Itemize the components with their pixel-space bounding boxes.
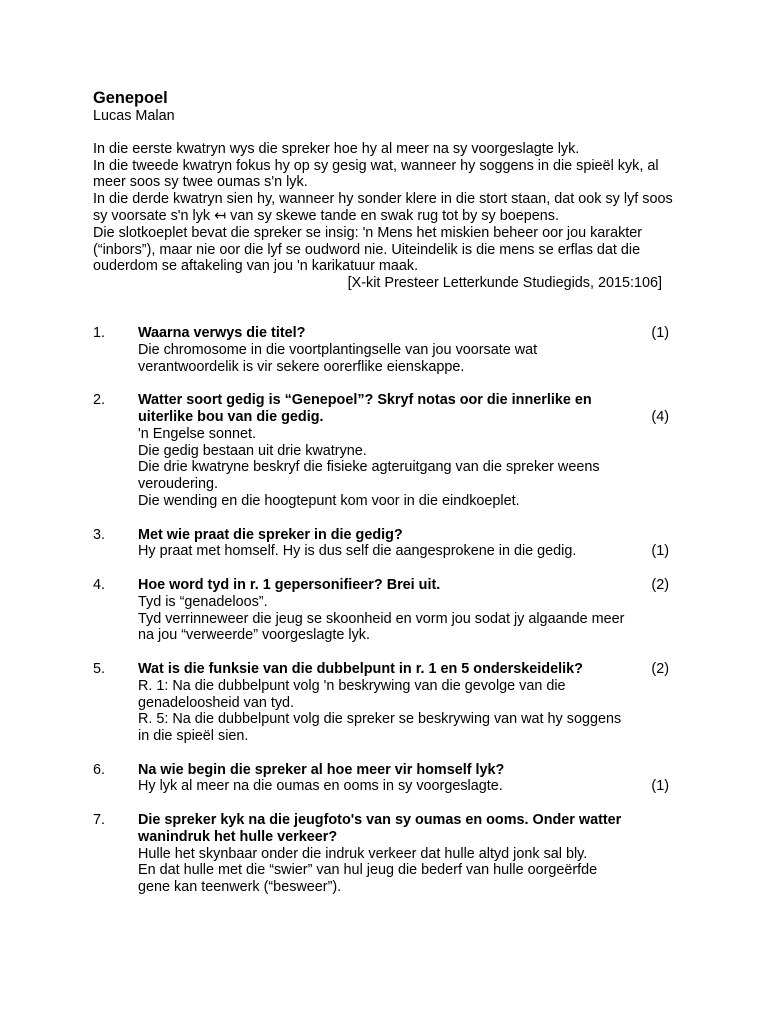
question-text: Na wie begin die spreker al hoe meer vir homself lyk?	[138, 761, 505, 778]
question-item	[93, 812, 675, 896]
intro-section	[93, 141, 675, 292]
question-number: 7.	[93, 812, 106, 829]
question-text: Met wie praat die spreker in die gedig?	[138, 526, 403, 543]
answer-line: Die drie kwatryne beskryf die fisieke agteruitgang van die spreker weens veroudering.	[138, 459, 600, 493]
answer-line: Tyd verrinneweer die jeug se skoonheid en vorm jou sodat jy algaande meer na jou “verweerde” voorgeslagte lyk.	[138, 610, 625, 644]
answer-line: R. 1: Na die dubbelpunt volg 'n beskrywing van die gevolge van die genadeloosheid van tyd.	[138, 677, 566, 711]
question-marks: (4)	[651, 408, 669, 425]
answer-line: En dat hulle met die “swier” van hul jeug die bederf van hulle oorgeërfde gene kan teenwerk (“besweer”).	[138, 862, 598, 896]
question-item	[93, 577, 675, 644]
question-item	[93, 527, 675, 561]
question-text: Hoe word tyd in r. 1 gepersonifieer? Brei uit.	[138, 576, 441, 593]
question-item	[93, 762, 675, 796]
question-number: 6.	[93, 761, 106, 778]
answer-line: Hy lyk al meer na die oumas en ooms in sy voorgeslagte.	[138, 778, 503, 795]
question-text: Waarna verwys die titel?	[138, 324, 306, 341]
question-marks: (2)	[651, 660, 669, 677]
question-marks: (1)	[651, 778, 669, 795]
document-author: Lucas Malan	[93, 108, 175, 124]
intro-paragraph: In die derde kwatryn sien hy, wanneer hy sonder klere in die stort staan, dat ook sy lyf soos sy voorsate s'n lyk ↤ van sy skewe tande en swak rug tot by sy boepens.	[93, 191, 673, 224]
question-marks: (1)	[651, 543, 669, 560]
question-number: 4.	[93, 576, 106, 593]
answer-line: R. 5: Na die dubbelpunt volg die spreker se beskrywing van wat hy soggens in die spieël sien.	[138, 711, 622, 745]
intro-paragraph: In die eerste kwatryn wys die spreker hoe hy al meer na sy voorgeslagte lyk.	[93, 140, 580, 157]
question-number: 5.	[93, 660, 106, 677]
question-number: 3.	[93, 526, 106, 543]
question-text: Watter soort gedig is “Genepoel”? Skryf notas oor die innerlike en uiterlike bou van die gedig.	[138, 392, 592, 425]
intro-paragraph: Die slotkoeplet bevat die spreker se insig: 'n Mens het miskien beheer oor jou karakter (“inbors”), maar nie oor die lyf se oudword nie. Uiteindelik is die mens se erflas dat die ouderdom se aftakeling van jou 'n karikatuur maak.	[93, 224, 643, 275]
question-number: 2.	[93, 392, 106, 409]
document-page	[93, 88, 675, 913]
answer-line: 'n Engelse sonnet.	[138, 425, 256, 442]
questions-list	[93, 325, 675, 896]
answer-line: Die gedig bestaan uit drie kwatryne.	[138, 442, 367, 459]
question-number: 1.	[93, 324, 106, 341]
question-text: Wat is die funksie van die dubbelpunt in r. 1 en 5 onderskeidelik?	[138, 660, 583, 677]
answer-line: Tyd is “genadeloos”.	[138, 593, 268, 610]
answer-line: Die wending en die hoogtepunt kom voor in die eindkoeplet.	[138, 492, 520, 509]
question-text: Die spreker kyk na die jeugfoto's van sy oumas en ooms. Onder watter wanindruk het hulle verkeer?	[138, 812, 622, 845]
question-marks: (2)	[651, 576, 669, 593]
document-title: Genepoel	[93, 89, 168, 107]
intro-paragraph: In die tweede kwatryn fokus hy op sy gesig wat, wanneer hy soggens in die spieël kyk, al meer soos sy twee oumas s'n lyk.	[93, 157, 659, 191]
answer-line: Hy praat met homself. Hy is dus self die aangesprokene in die gedig.	[138, 543, 577, 560]
question-item	[93, 325, 675, 375]
question-marks: (1)	[651, 324, 669, 341]
answer-line: Die chromosome in die voortplantingselle van jou voorsate wat verantwoordelik is vir sekere oorerflike eienskappe.	[138, 341, 538, 375]
question-item	[93, 392, 675, 510]
question-item	[93, 661, 675, 745]
citation: [X-kit Presteer Letterkunde Studiegids, 2015:106]	[347, 275, 662, 292]
answer-line: Hulle het skynbaar onder die indruk verkeer dat hulle altyd jonk sal bly.	[138, 845, 588, 862]
